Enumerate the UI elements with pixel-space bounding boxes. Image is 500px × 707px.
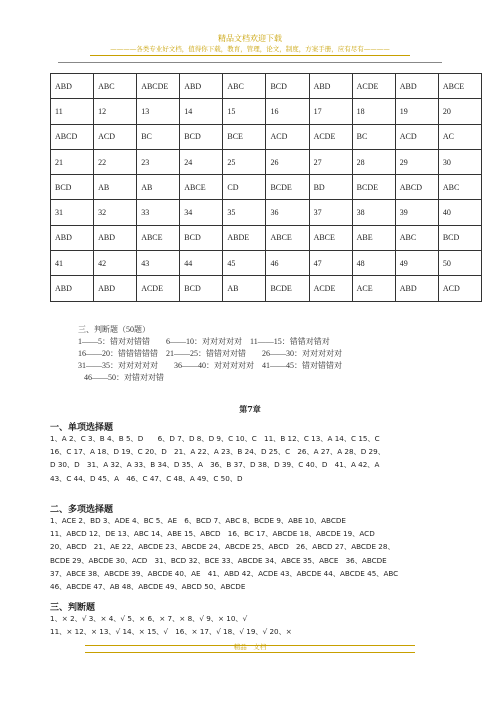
table-cell: ABD: [51, 225, 94, 250]
tf-line: 46——50：对错对对错: [84, 373, 164, 382]
table-cell: 49: [395, 251, 438, 276]
tf-line: 31——35：对对对对对 36——40：对对对对对 41——45：错对错错对: [78, 361, 342, 370]
answer-line: 46、ABCDE 47、AB 48、ABCDE 49、ABCD 50、ABCDE: [50, 582, 246, 592]
table-cell: BCDE: [352, 175, 395, 200]
table-cell: BD: [309, 175, 352, 200]
table-cell: 14: [180, 99, 223, 124]
table-cell: 37: [309, 200, 352, 225]
table-cell: 36: [266, 200, 309, 225]
table-cell: ACDE: [137, 276, 180, 301]
header-title: 精品文档欢迎下载: [218, 34, 282, 43]
true-false-answers-block: [78, 324, 342, 384]
table-cell: AB: [223, 276, 266, 301]
table-cell: BCD: [266, 74, 309, 99]
table-cell: 38: [352, 200, 395, 225]
answer-line: 20、ABCD 21、AE 22、ABCDE 23、ABCDE 24、ABCDE 25、ABCD 26、ABCD 27、ABCDE 28、: [50, 542, 395, 552]
table-cell: 23: [137, 149, 180, 174]
footer-text: 精品 文档: [233, 643, 267, 651]
table-cell: BCD: [438, 225, 481, 250]
answer-line: D 30、D 31、A 32、A 33、B 34、D 35、A 36、B 37、D 38、D 39、C 40、D 41、A 42、A: [50, 460, 380, 470]
table-cell: BCD: [180, 225, 223, 250]
table-cell: 28: [352, 149, 395, 174]
header-divider: [90, 55, 410, 56]
table-cell: 24: [180, 149, 223, 174]
table-cell: BC: [352, 124, 395, 149]
table-cell: 39: [395, 200, 438, 225]
single-choice-answers: [50, 432, 430, 485]
table-cell: BCDE: [266, 276, 309, 301]
table-cell: 21: [51, 149, 94, 174]
table-cell: ABDE: [223, 225, 266, 250]
table-cell: 42: [94, 251, 137, 276]
table-cell: ABC: [223, 74, 266, 99]
table-cell: ABCE: [438, 74, 481, 99]
table-cell: 25: [223, 149, 266, 174]
table-cell: BCDE: [266, 175, 309, 200]
table-cell: ABCDE: [137, 74, 180, 99]
table-cell: 30: [438, 149, 481, 174]
table-cell: ACDE: [352, 74, 395, 99]
table-cell: BCD: [51, 175, 94, 200]
table-cell: 16: [266, 99, 309, 124]
answer-line: 16、C 17、A 18、D 19、C 20、D 21、A 22、A 23、B 24、D 25、C 26、A 27、A 28、D 29、: [50, 447, 385, 457]
table-cell: 13: [137, 99, 180, 124]
table-cell: 43: [137, 251, 180, 276]
table-row: [51, 99, 482, 124]
table-cell: 22: [94, 149, 137, 174]
chapter-title: 第7章: [239, 404, 261, 414]
tf-line: 1——5：错对对错错 6——10：对对对对对 11——15：错错对错对: [78, 337, 330, 346]
table-cell: ACD: [94, 124, 137, 149]
table-cell: 17: [309, 99, 352, 124]
table-cell: ACD: [395, 124, 438, 149]
table-cell: ACD: [266, 124, 309, 149]
table-cell: 27: [309, 149, 352, 174]
table-cell: 12: [94, 99, 137, 124]
table-cell: 44: [180, 251, 223, 276]
table-row: [51, 149, 482, 174]
answer-line: 11、× 12、× 13、√ 14、× 15、√ 16、× 17、√ 18、√ 19、√ 20、×: [50, 627, 292, 637]
table-cell: ABD: [395, 276, 438, 301]
table-row: [51, 200, 482, 225]
judgement-heading: 三、判断题: [50, 603, 96, 613]
answer-line: 1、ACE 2、BD 3、ADE 4、BC 5、AE 6、BCD 7、ABC 8、BCDE 9、ABE 10、ABCDE: [50, 516, 346, 525]
table-cell: BCD: [180, 276, 223, 301]
table-cell: AB: [94, 175, 137, 200]
answer-line: 11、ABCD 12、DE 13、ABC 14、ABE 15、ABCD 16、BC 17、ABCDE 18、ABCDE 19、ACD: [50, 529, 375, 539]
table-cell: ACD: [438, 276, 481, 301]
table-cell: ABD: [180, 74, 223, 99]
judgement-answers: [50, 612, 430, 638]
table-cell: ABD: [309, 74, 352, 99]
table-cell: 18: [352, 99, 395, 124]
table-cell: 41: [51, 251, 94, 276]
table-cell: 40: [438, 200, 481, 225]
table-cell: BCD: [180, 124, 223, 149]
table-cell: 20: [438, 99, 481, 124]
table-cell: ABC: [438, 175, 481, 200]
table-cell: 19: [395, 99, 438, 124]
table-cell: 35: [223, 200, 266, 225]
table-cell: ACDE: [309, 276, 352, 301]
table-cell: ABCE: [137, 225, 180, 250]
table-cell: AB: [137, 175, 180, 200]
single-choice-heading: 一、单项选择题: [50, 423, 114, 433]
table-row: [51, 225, 482, 250]
table-row: [51, 251, 482, 276]
table-cell: ABD: [51, 74, 94, 99]
table-cell: ABCE: [180, 175, 223, 200]
table-row: [51, 74, 482, 99]
table-cell: 34: [180, 200, 223, 225]
table-cell: ACDE: [309, 124, 352, 149]
table-cell: 33: [137, 200, 180, 225]
table-cell: ABCE: [309, 225, 352, 250]
table-cell: 50: [438, 251, 481, 276]
table-cell: ACE: [352, 276, 395, 301]
table-cell: 26: [266, 149, 309, 174]
table-cell: 32: [94, 200, 137, 225]
table-cell: ABD: [94, 225, 137, 250]
table-cell: ABCE: [266, 225, 309, 250]
table-cell: BCE: [223, 124, 266, 149]
header-page-rule: [58, 62, 442, 63]
table-cell: ABC: [94, 74, 137, 99]
table-cell: ABC: [395, 225, 438, 250]
table-cell: ABCD: [395, 175, 438, 200]
table-cell: 46: [266, 251, 309, 276]
table-cell: 45: [223, 251, 266, 276]
table-cell: ABD: [51, 276, 94, 301]
multi-choice-answers: [50, 514, 430, 593]
table-cell: 29: [395, 149, 438, 174]
table-cell: ABE: [352, 225, 395, 250]
table-row: [51, 124, 482, 149]
multi-choice-heading: 二、多项选择题: [50, 505, 114, 515]
header-subtitle: ————各类专业好文档，值得你下载，教育，管理，论文，制度，方案手册，应有尽有————: [110, 45, 390, 53]
table-cell: 31: [51, 200, 94, 225]
table-row: [51, 276, 482, 301]
answer-line: BCDE 29、ABCDE 30、ACD 31、BCD 32、BCE 33、ABCDE 34、ABCE 35、ABCE 36、ABCDE: [50, 555, 387, 565]
table-cell: 47: [309, 251, 352, 276]
table-cell: 11: [51, 99, 94, 124]
answer-line: 1、A 2、C 3、B 4、B 5、D 6、D 7、D 8、D 9、C 10、C 11、B 12、C 13、A 14、C 15、C: [50, 434, 380, 443]
tf-line: 16——20：错错错错错 21——25：错错对对错 26——30：对对对对对: [78, 349, 342, 358]
table-cell: ABD: [94, 276, 137, 301]
table-cell: ABD: [395, 74, 438, 99]
table-cell: AC: [438, 124, 481, 149]
table-cell: CD: [223, 175, 266, 200]
table-cell: 48: [352, 251, 395, 276]
answer-line: 1、× 2、√ 3、× 4、√ 5、× 6、× 7、× 8、√ 9、× 10、√: [50, 614, 248, 623]
answer-table: [50, 73, 482, 302]
table-cell: 15: [223, 99, 266, 124]
footer-divider-bottom: [85, 652, 415, 653]
answer-line: 43、C 44、D 45、A 46、C 47、C 48、A 49、C 50、D: [50, 473, 243, 483]
tf-section-title: 三、判断题（50题）: [78, 325, 150, 334]
table-row: [51, 175, 482, 200]
answer-line: 37、ABCE 38、ABCDE 39、ABCDE 40、AE 41、ABD 42、ACDE 43、ABCDE 44、ABCDE 45、ABC: [50, 568, 399, 578]
table-cell: BC: [137, 124, 180, 149]
table-cell: ABCD: [51, 124, 94, 149]
